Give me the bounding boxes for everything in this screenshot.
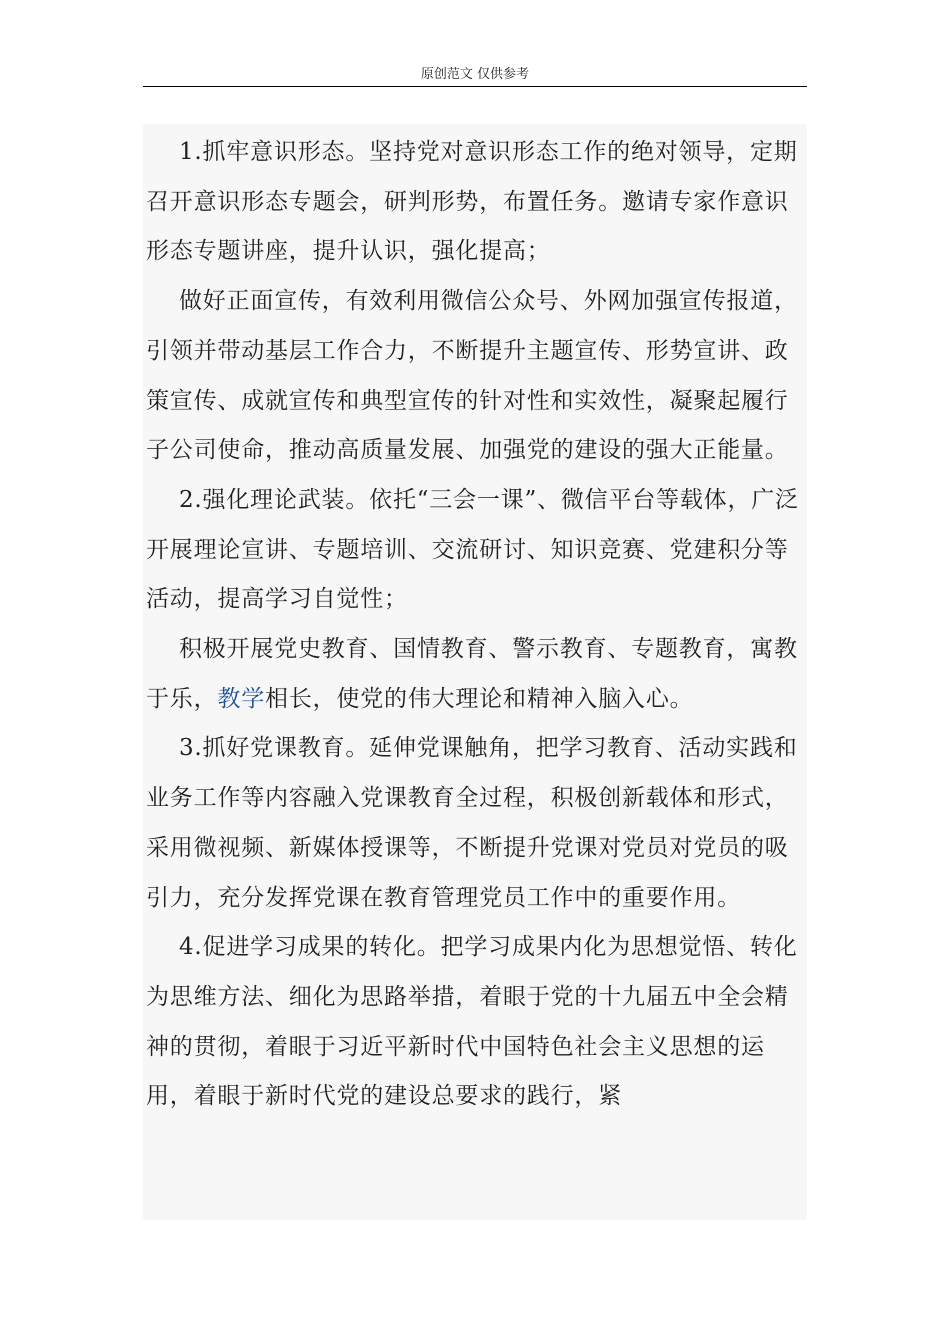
document-text [146, 128, 806, 1122]
paragraph-4 [146, 625, 806, 724]
page-header [143, 64, 807, 87]
paragraph-3: 2.强化理论武装。依托“三会一课”、微信平台等载体，广泛开展理论宣讲、专题培训、交流研讨、知识竞赛、党建积分等活动，提高学习自觉性； [146, 486, 799, 613]
paragraph-5: 3.抓好党课教育。延伸党课触角，把学习教育、活动实践和业务工作等内容融入党课教育全过程，积极创新载体和形式，采用微视频、新媒体授课等，不断提升党课对党员对党员的吸引力，充分发挥党课在教育管理党员工作中的重要作用。 [146, 735, 798, 911]
paragraph-1: 1.抓牢意识形态。坚持党对意识形态工作的绝对领导，定期召开意识形态专题会，研判形势，布置任务。邀请专家作意识形态专题讲座，提升认识，强化提高； [146, 139, 798, 265]
header-text: 原创范文 仅供参考 [420, 67, 530, 82]
paragraph-6: 4.促进学习成果的转化。把学习成果内化为思想觉悟、转化为思维方法、细化为思路举措，着眼于党的十九届五中全会精神的贯彻，着眼于习近平新时代中国特色社会主义思想的运用，着眼于新时代党的建设总要求的践行，紧 [146, 934, 798, 1110]
paragraph-2: 做好正面宣传，有效利用微信公众号、外网加强宣传报道，引领并带动基层工作合力，不断提升主题宣传、形势宣讲、政策宣传、成就宣传和典型宣传的针对性和实效性，凝聚起履行子公司使命，推动高质量发展、加强党的建设的强大正能量。 [146, 288, 798, 464]
document-body [143, 124, 807, 1220]
teaching-link[interactable]: 教学 [217, 685, 266, 712]
paragraph-4-post: 相长，使党的伟大理论和精神入脑入心。 [265, 685, 694, 712]
paragraph-4-pre: 积极开展党史教育、国情教育、警示教育、专题教育，寓教于乐， [146, 636, 798, 712]
